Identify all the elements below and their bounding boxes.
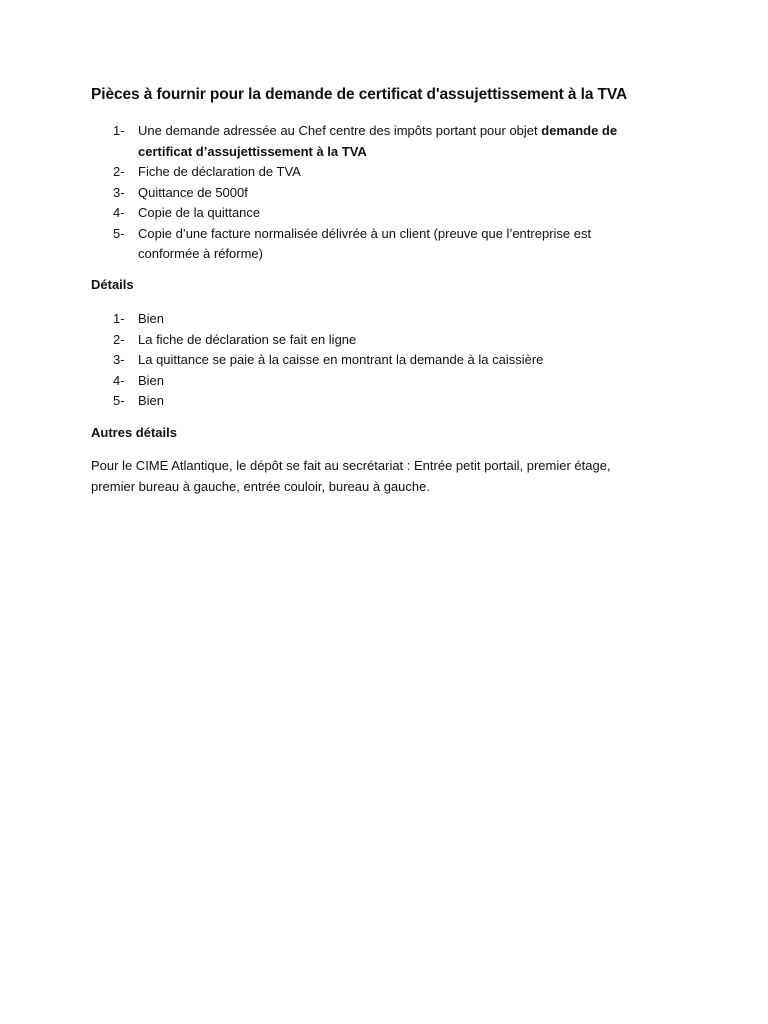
list-item-text: Bien	[138, 393, 165, 408]
list-number: 5-	[113, 225, 125, 241]
list-item	[113, 371, 543, 392]
paragraph-line: premier bureau à gauche, entrée couloir, bureau à gauche.	[91, 478, 430, 494]
list-item-text: Copie de la quittance	[138, 205, 261, 220]
list-item-text: La fiche de déclaration se fait en ligne	[138, 331, 357, 347]
list-item-bold-text: certificat d’assujettissement à la TVA	[138, 143, 367, 159]
list-number: 2-	[113, 164, 125, 179]
list-item-text: Fiche de déclaration de TVA	[138, 164, 301, 179]
pieces-list	[113, 121, 617, 265]
list-number: 3-	[113, 352, 125, 367]
list-item	[113, 350, 543, 371]
list-item	[113, 391, 543, 412]
autres-details-heading: Autres détails	[91, 425, 177, 440]
list-item	[113, 162, 617, 183]
list-number: 1-	[113, 123, 125, 138]
list-item-text: Une demande adressée au Chef centre des impôts portant pour objet	[138, 123, 542, 138]
list-number: 4-	[113, 372, 125, 388]
list-number: 3-	[113, 184, 125, 200]
details-heading: Détails	[91, 277, 134, 292]
list-item-text: Bien	[138, 372, 165, 388]
list-item	[113, 121, 617, 162]
paragraph-line: Pour le CIME Atlantique, le dépôt se fait au secrétariat : Entrée petit portail, premier étage,	[91, 458, 611, 473]
list-item-text: conformée à réforme)	[138, 246, 263, 261]
list-item-bold-text: demande de	[541, 123, 618, 138]
list-item	[113, 309, 543, 330]
list-number: 2-	[113, 331, 125, 347]
details-list	[113, 309, 543, 412]
list-number: 1-	[113, 311, 125, 326]
list-item-text: Copie d’une facture normalisée délivrée à un client (preuve que l’entreprise est	[138, 225, 592, 241]
list-item-text: Quittance de 5000f	[138, 184, 248, 200]
list-item	[113, 224, 617, 265]
list-item-text: La quittance se paie à la caisse en montrant la demande à la caissière	[138, 352, 544, 367]
list-item	[113, 203, 617, 224]
document-title: Pièces à fournir pour la demande de certificat d'assujettissement à la TVA	[91, 86, 628, 103]
list-item-text: Bien	[138, 311, 165, 326]
autres-details-paragraph	[91, 456, 611, 497]
list-item	[113, 330, 543, 351]
list-number: 5-	[113, 393, 125, 408]
list-number: 4-	[113, 205, 125, 220]
list-item	[113, 183, 617, 204]
